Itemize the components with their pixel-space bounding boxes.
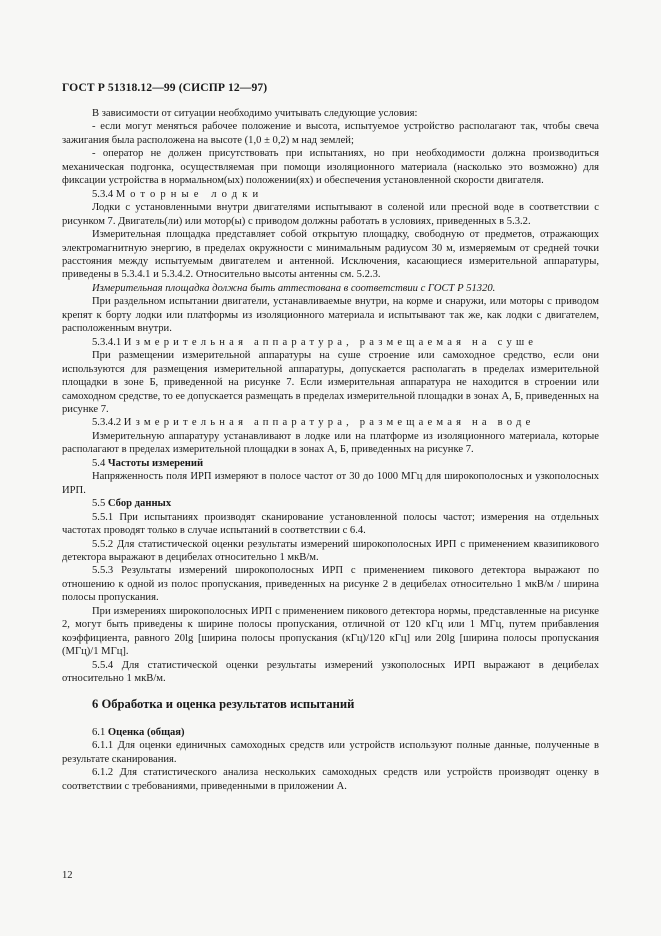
section-heading: 6 Обработка и оценка результатов испытаний [92, 697, 355, 712]
subsection-heading: 5.5 Сбор данных [92, 498, 172, 510]
paragraph: В зависимости от ситуации необходимо учитывать следующие условия: [92, 108, 418, 119]
page-body [62, 107, 599, 793]
paragraph: При размещении измерительной аппаратуры на суше строение или самоходное средство, если они используются для размещения измерительной аппаратуры, допускается располагать в пределах измерительной площадки в зоне Б, приведенной на рисунке 7. Если измерительная аппаратура не находится в строении или самоходном средстве, то ее допускается размещать в пределах измерительной площадки в зонах А, Б, приведенных на рисунке 7. [62, 350, 599, 415]
paragraph: 6.1.1 Для оценки единичных самоходных средств или устройств используют полные данные, полученные в результате сканирования. [62, 740, 599, 765]
subsection-heading: 5.3.4.2 Измерительная аппаратура, размещаемая на воде [92, 417, 535, 429]
paragraph: 5.5.3 Результаты измерений широкополосных ИРП с применением пикового детектора выражают по отношению к одной из полос пропускания, приведенных на рисунке 2 в децибелах относительно 1 мкВ/м / ширина полосы пропускания. [62, 565, 599, 604]
paragraph: - если могут меняться рабочее положение и высота, испытуемое устройство располагают так, чтобы свеча зажигания была расположена на высоте (1,0 ± 0,2) м над землей; [62, 121, 599, 146]
page-header: ГОСТ Р 51318.12—99 (СИСПР 12—97) [62, 81, 268, 94]
paragraph: Лодки с установленными внутри двигателями испытывают в соленой или пресной воде в соответствии с рисунком 7. Двигатель(ли) или мотор(ы) с приводом должны работать в условиях, приведенных в 5.3.2. [62, 202, 599, 227]
paragraph: Измерительную аппаратуру устанавливают в лодке или на платформе из изоляционного материала, которые располагают в пределах измерительной площадки в зонах А, Б, приведенных на рисунке 7. [62, 430, 599, 456]
subsection-heading: 5.4 Частоты измерений [92, 457, 204, 469]
paragraph: - оператор не должен присутствовать при испытаниях, но при необходимости должна производиться механическая подгонка, осуществляемая при помощи изоляционного материала (насколько это возможно) для фиксации устройства в нормальном(ых) положении(ях) и обеспечения установленной скорости двигателя. [62, 148, 599, 187]
paragraph: 5.5.2 Для статистической оценки результаты измерений широкополосных ИРП с применением квазипикового детектора выражают в децибелах относительно 1 мкВ/м. [62, 538, 599, 563]
paragraph: 6.1.2 Для статистического анализа нескольких самоходных средств или устройств производят оценку в соответствии с требованиями, приведенными в приложении А. [62, 767, 599, 792]
paragraph: При раздельном испытании двигатели, устанавливаемые внутри, на корме и снаружи, или моторы с приводом крепят к борту лодки или платформы из изоляционного материала и испытывают так же, как лодки с двигателем, расположенным внутри. [62, 296, 599, 335]
page-number: 12 [62, 870, 73, 881]
subsection-heading: 5.3.4 Моторные лодки [92, 188, 264, 200]
subsection-heading: 5.3.4.1 Измерительная аппаратура, размещаемая на суше [92, 336, 538, 348]
paragraph: Измерительная площадка представляет собой открытую площадку, свободную от предметов, отражающих электромагнитную энергию, в пределах окружности с минимальным радиусом 30 м, измеряемым от средней точки расстояния между испытуемым двигателем и антенной. Исключения, касающиеся измерительной аппаратуры, приведены в 5.3.4.1 и 5.3.4.2. Относительно высоты антенны см. 5.2.3. [62, 229, 599, 281]
paragraph: 5.5.1 При испытаниях производят сканирование установленной полосы частот; измерения на отдельных частотах проводят только в случае испытаний в соответствии с 6.4. [62, 511, 599, 537]
paragraph: Напряженность поля ИРП измеряют в полосе частот от 30 до 1000 МГц для широкополосных и узкополосных ИРП. [62, 471, 599, 496]
paragraph-italic: Измерительная площадка должна быть аттестована в соответствии с ГОСТ Р 51320. [92, 282, 496, 294]
paragraph: При измерениях широкополосных ИРП с применением пикового детектора нормы, представленные на рисунке 2, могут быть приведены к ширине полосы пропускания, отличной от 120 кГц или 1 МГц, путем прибавления коэффициента, равного 20lg [ширина полосы пропускания (кГц)/120 кГц] или 20lg [ширина полосы пропускания (МГц)/1 МГц]. [62, 605, 599, 658]
subsection-heading: 6.1 Оценка (общая) [92, 726, 185, 738]
paragraph: 5.5.4 Для статистической оценки результаты измерений узкополосных ИРП выражают в децибелах относительно 1 мкВ/м. [62, 659, 599, 685]
